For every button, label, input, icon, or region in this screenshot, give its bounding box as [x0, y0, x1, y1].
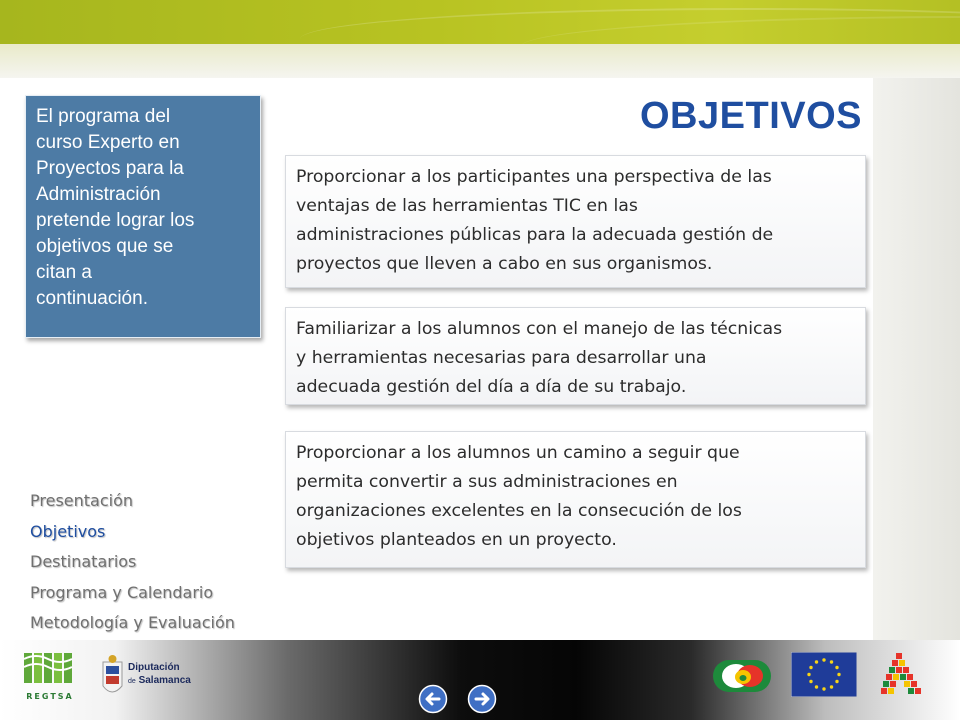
intro-line: objetivos que se [36, 236, 174, 257]
objective-line: Familiarizar a los alumnos con el manejo de las técnicas [296, 319, 783, 339]
objective-line: administraciones públicas para la adecuada gestión de [296, 225, 774, 245]
banner-fade [0, 44, 960, 78]
intro-line: Administración [36, 184, 161, 205]
objective-line: proyectos que lleven a cabo en sus organismos. [296, 254, 713, 274]
objective-line: Proporcionar a los alumnos un camino a seguir que [296, 443, 740, 463]
nav-item-destinatarios[interactable]: Destinatarios [30, 552, 137, 571]
objective-box [285, 155, 866, 288]
intro-line: pretende lograr los [36, 210, 195, 231]
eu-flag-icon [791, 652, 857, 697]
diputacion-shield-icon [100, 654, 125, 700]
nav-item-presentacion[interactable]: Presentación [30, 491, 134, 510]
objective-box [285, 307, 866, 405]
intro-line: curso Experto en [36, 132, 180, 153]
objective-line: Proporcionar a los participantes una perspectiva de las [296, 167, 772, 187]
objective-line: y herramientas necesarias para desarrollar una [296, 348, 707, 368]
intro-line: Proyectos para la [36, 158, 184, 179]
objective-line: objetivos planteados en un proyecto. [296, 530, 617, 550]
arrow-right-icon[interactable] [467, 684, 497, 714]
top-banner [0, 0, 960, 44]
diputacion-de: de [128, 678, 136, 685]
objective-line: adecuada gestión del día a día de su trabajo. [296, 377, 687, 397]
section-nav-menu [30, 486, 235, 639]
objective-line: permita convertir a sus administraciones en [296, 472, 678, 492]
partner-logo-icon [712, 657, 772, 695]
objective-line: ventajas de las herramientas TIC en las [296, 196, 638, 216]
intro-line: continuación. [36, 288, 148, 309]
right-margin-strip [873, 78, 960, 640]
intro-box [25, 95, 261, 338]
nav-item-objetivos[interactable]: Objetivos [30, 521, 106, 541]
intro-line: citan a [36, 262, 92, 283]
intro-line: El programa del [36, 106, 171, 127]
nav-item-metodologia-evaluacion[interactable]: Metodología y Evaluación [30, 613, 235, 632]
diputacion-name: Diputación [128, 662, 180, 673]
mosaic-logo-icon [880, 651, 922, 697]
diputacion-place: Salamanca [138, 675, 191, 686]
objective-box [285, 431, 866, 568]
nav-item-programa-calendario[interactable]: Programa y Calendario [30, 582, 214, 602]
objective-line: organizaciones excelentes en la consecución de los [296, 501, 742, 521]
arrow-left-icon[interactable] [418, 684, 448, 714]
regtsa-logo-label: REGTSA [26, 692, 74, 701]
page-title: OBJETIVOS [640, 95, 862, 137]
diputacion-logo-text [128, 661, 191, 688]
